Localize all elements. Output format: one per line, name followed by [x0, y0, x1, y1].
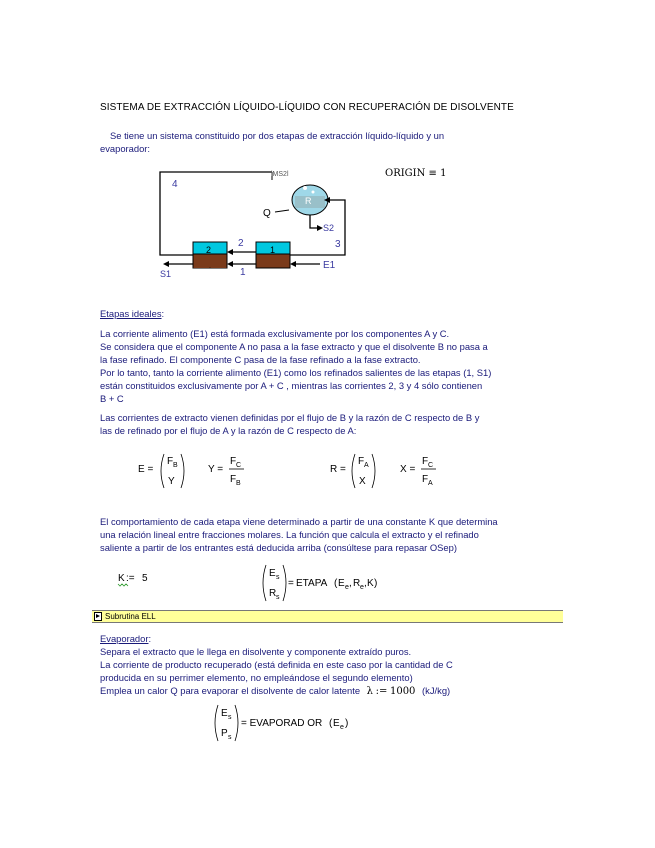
eq-r-lhs: R =: [330, 464, 346, 475]
etapa-top-sub: s: [276, 574, 280, 581]
evap-eq-top-sub: s: [228, 714, 232, 721]
stream-s1-label: S1: [160, 269, 172, 279]
evap-top-label: lMS2l: [271, 171, 289, 178]
stage-1-tank: [256, 242, 290, 268]
evaporator-paragraph: [100, 645, 540, 698]
streams-line: Las corrientes de extracto vienen definidas por el flujo de B y la razón de C respecto de B y: [100, 412, 480, 423]
k-op: :=: [126, 573, 135, 584]
behavior-line: saliente a partir de los entrantes está deducida arriba (consúltese para repasar OSep): [100, 542, 457, 553]
origin-statement: ORIGIN ≡ 1: [385, 168, 447, 179]
expand-triangle-icon[interactable]: [94, 612, 102, 621]
ideal-stages-heading-row: Etapas ideales:: [100, 308, 165, 319]
etapa-arg1-sub: e: [345, 584, 349, 591]
etapa-top: E: [269, 568, 276, 579]
process-diagram: [155, 160, 370, 285]
subroutine-label: Subrutina ELL: [105, 612, 156, 621]
stream-2-label: 2: [238, 238, 244, 249]
evap-line: producida en su perrimer elemento, no empleándose el segundo elemento): [100, 672, 413, 683]
eq-y-num-sub: C: [236, 462, 242, 469]
lambda-op: :=: [375, 686, 388, 697]
evaporator-heading: Evaporador: [100, 633, 149, 644]
eq-y-lhs: Y =: [208, 464, 224, 475]
etapa-bottom-sub: s: [276, 594, 280, 601]
ideal-line: están constituidos exclusivamente por A + C , mientras las corrientes 2, 3 y 4 sólo contienen: [100, 380, 483, 391]
stage-1-label: 1: [270, 245, 276, 255]
document-title: SISTEMA DE EXTRACCIÓN LÍQUIDO-LÍQUIDO CON RECUPERACIÓN DE DISOLVENTE: [100, 102, 514, 113]
stream-4-label: 4: [172, 179, 178, 190]
eq-x-num: F: [422, 456, 429, 467]
lambda-value: 1000: [389, 686, 416, 697]
eq-x-lhs: X =: [400, 464, 416, 475]
evap-eq-arg: E: [333, 718, 340, 729]
stage-2-tank: [193, 242, 227, 268]
eq-x-num-sub: C: [428, 462, 434, 469]
eq-x-den-sub: A: [428, 480, 433, 487]
subroutine-region-bar[interactable]: [92, 610, 563, 623]
behavior-paragraph: [100, 515, 540, 554]
eq-y-den: F: [230, 474, 237, 485]
evap-eq-fn: = EVAPORAD OR: [241, 718, 323, 729]
lambda-symbol: λ: [366, 686, 373, 697]
ideal-line: la fase refinado. El componente C pasa de la fase refinado a la fase extracto.: [100, 354, 421, 365]
svg-text:=: =: [288, 578, 294, 589]
ideal-line: B + C: [100, 393, 124, 404]
eq-e-bottom: Y: [168, 476, 175, 487]
intro-paragraph: [100, 129, 540, 155]
svg-text:): ): [345, 718, 349, 729]
etapa-arg2-sub: e: [360, 584, 364, 591]
etapa-arg1: E: [338, 578, 345, 589]
eq-r-top: F: [358, 456, 365, 467]
heat-line: [100, 684, 540, 698]
eq-r-top-sub: A: [364, 462, 369, 469]
eq-e-top-sub: B: [173, 462, 178, 469]
ideal-line: La corriente alimento (E1) está formada exclusivamente por los componentes A y C.: [100, 328, 450, 339]
stream-e1-label: E1: [323, 260, 336, 271]
ideal-stages-heading: Etapas ideales: [100, 308, 162, 319]
intro-line-2: evaporador:: [100, 143, 151, 154]
k-variable: K: [118, 573, 125, 584]
stage-2-label: 2: [206, 245, 212, 255]
behavior-line: una relación lineal entre fracciones molares. La función que calcula el extracto y el refinado: [100, 529, 479, 540]
heat-text: Emplea un calor Q para evaporar el disolvente de calor latente: [100, 685, 361, 696]
etapa-bottom: R: [269, 588, 277, 599]
svg-text:,: ,: [364, 578, 367, 589]
evaporator-heading-row: Evaporador:: [100, 633, 152, 644]
eq-e-lhs: E =: [138, 464, 154, 475]
svg-text:(: (: [329, 718, 333, 729]
k-value: 5: [142, 573, 148, 584]
lambda-unit: (kJ/kg): [422, 685, 451, 696]
evaporator-equation: [210, 700, 360, 746]
intro-line-1: Se tiene un sistema constituido por dos etapas de extracción líquido-líquido y un: [110, 130, 445, 141]
evap-eq-bottom-sub: s: [228, 734, 232, 741]
evap-eq-top: E: [221, 708, 228, 719]
streams-line: las de refinado por el flujo de A y la razón de C respecto de A:: [100, 425, 357, 436]
stream-s2-label: S2: [323, 223, 335, 233]
evaporator-label: R: [305, 196, 312, 206]
ideal-line: Por lo tanto, tanto la corriente alimento (E1) como los refinados salientes de las etapas (1, S1): [100, 367, 492, 378]
heat-q-label: Q: [263, 208, 271, 219]
evap-eq-arg-sub: e: [340, 724, 344, 731]
evap-eq-bottom: P: [221, 728, 228, 739]
svg-text:,: ,: [349, 578, 352, 589]
etapa-equation-block: [110, 560, 380, 608]
etapa-fn: ETAPA: [296, 578, 328, 589]
evap-line: Separa el extracto que le llega en disolvente y componente extraído puros.: [100, 646, 412, 657]
etapa-arg2: R: [353, 578, 361, 589]
svg-text:): ): [374, 578, 378, 589]
stream-1-label: 1: [240, 267, 246, 278]
behavior-line: El comportamiento de cada etapa viene determinado a partir de una constante K que determina: [100, 516, 498, 527]
streams-paragraph: [100, 411, 540, 437]
evap-line: La corriente de producto recuperado (está definida en este caso por la cantidad de C: [100, 659, 453, 670]
eq-y-num: F: [230, 456, 237, 467]
stream-3-label: 3: [335, 239, 341, 250]
eq-x-den: F: [422, 474, 429, 485]
etapa-arg3: K: [367, 578, 374, 589]
svg-text:(: (: [334, 578, 338, 589]
definitions-equations: [130, 448, 450, 494]
eq-e-top: F: [167, 456, 174, 467]
eq-y-den-sub: B: [236, 480, 241, 487]
eq-r-bottom: X: [359, 476, 366, 487]
ideal-line: Se considera que el componente A no pasa a la fase extracto y que el disolvente B no pasa a: [100, 341, 488, 352]
ideal-stages-paragraph: [100, 327, 540, 405]
